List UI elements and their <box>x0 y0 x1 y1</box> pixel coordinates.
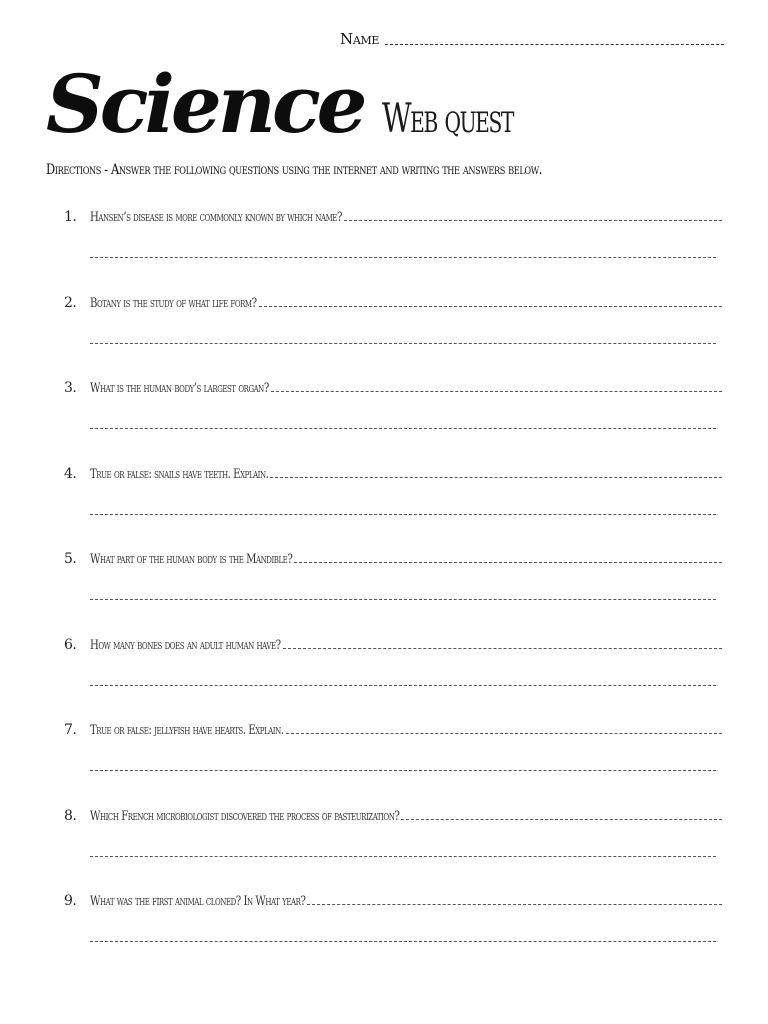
question-number: 4. <box>64 465 77 482</box>
question-list <box>0 203 768 973</box>
question-number: 6. <box>64 636 77 653</box>
question-text: True or false: snails have teeth. Explain. <box>90 466 269 482</box>
question-text: How many bones does an adult human have? <box>90 637 281 653</box>
question-number: 1. <box>64 209 77 225</box>
question-item <box>0 802 768 888</box>
question-item <box>0 716 768 802</box>
answer-line[interactable] <box>270 476 722 478</box>
question-text: Botany is the study of what life form? <box>90 295 257 311</box>
question-text: Hansen’s disease is more commonly known by which name? <box>90 210 342 225</box>
page-title <box>46 58 563 150</box>
question-number: 5. <box>64 551 77 567</box>
answer-line[interactable] <box>259 305 722 307</box>
answer-line[interactable] <box>90 513 716 515</box>
title-web-quest: Web quest <box>381 96 513 142</box>
answer-line[interactable] <box>90 940 716 942</box>
question-text: What is the human body’s largest organ? <box>90 381 269 396</box>
answer-line[interactable] <box>283 647 722 649</box>
question-number: 8. <box>64 807 77 824</box>
answer-line[interactable] <box>90 427 716 429</box>
answer-line[interactable] <box>271 390 722 392</box>
answer-line[interactable] <box>401 818 722 820</box>
question-item <box>0 460 768 546</box>
answer-line[interactable] <box>294 561 722 563</box>
answer-line[interactable] <box>90 769 716 771</box>
question-text: What was the first animal cloned? In What year? <box>90 894 306 909</box>
answer-line[interactable] <box>344 219 722 221</box>
question-text: True or false: jellyfish have hearts. Explain. <box>90 723 284 738</box>
name-label: Name <box>340 30 380 48</box>
question-number: 7. <box>64 722 77 738</box>
question-item <box>0 374 768 460</box>
answer-line[interactable] <box>90 256 716 258</box>
question-item <box>0 289 768 375</box>
question-number: 9. <box>64 893 77 909</box>
answer-line[interactable] <box>286 732 722 734</box>
question-text: What part of the human body is the Mandible? <box>90 552 293 567</box>
question-item <box>0 203 768 289</box>
answer-line[interactable] <box>90 684 716 686</box>
directions-text: Directions - Answer the following questions using the internet and writing the answers below. <box>46 162 542 178</box>
question-number: 2. <box>64 294 77 311</box>
name-field-row <box>340 28 724 48</box>
answer-line[interactable] <box>90 855 716 857</box>
answer-line[interactable] <box>90 598 716 600</box>
name-answer-line[interactable] <box>385 43 724 45</box>
question-number: 3. <box>64 380 77 396</box>
answer-line[interactable] <box>307 903 722 905</box>
question-item <box>0 631 768 717</box>
question-item <box>0 545 768 631</box>
answer-line[interactable] <box>90 342 716 344</box>
question-item <box>0 887 768 973</box>
title-science: Science <box>46 57 364 151</box>
question-text: Which French microbiologist discovered the process of pasteurization? <box>90 808 400 824</box>
